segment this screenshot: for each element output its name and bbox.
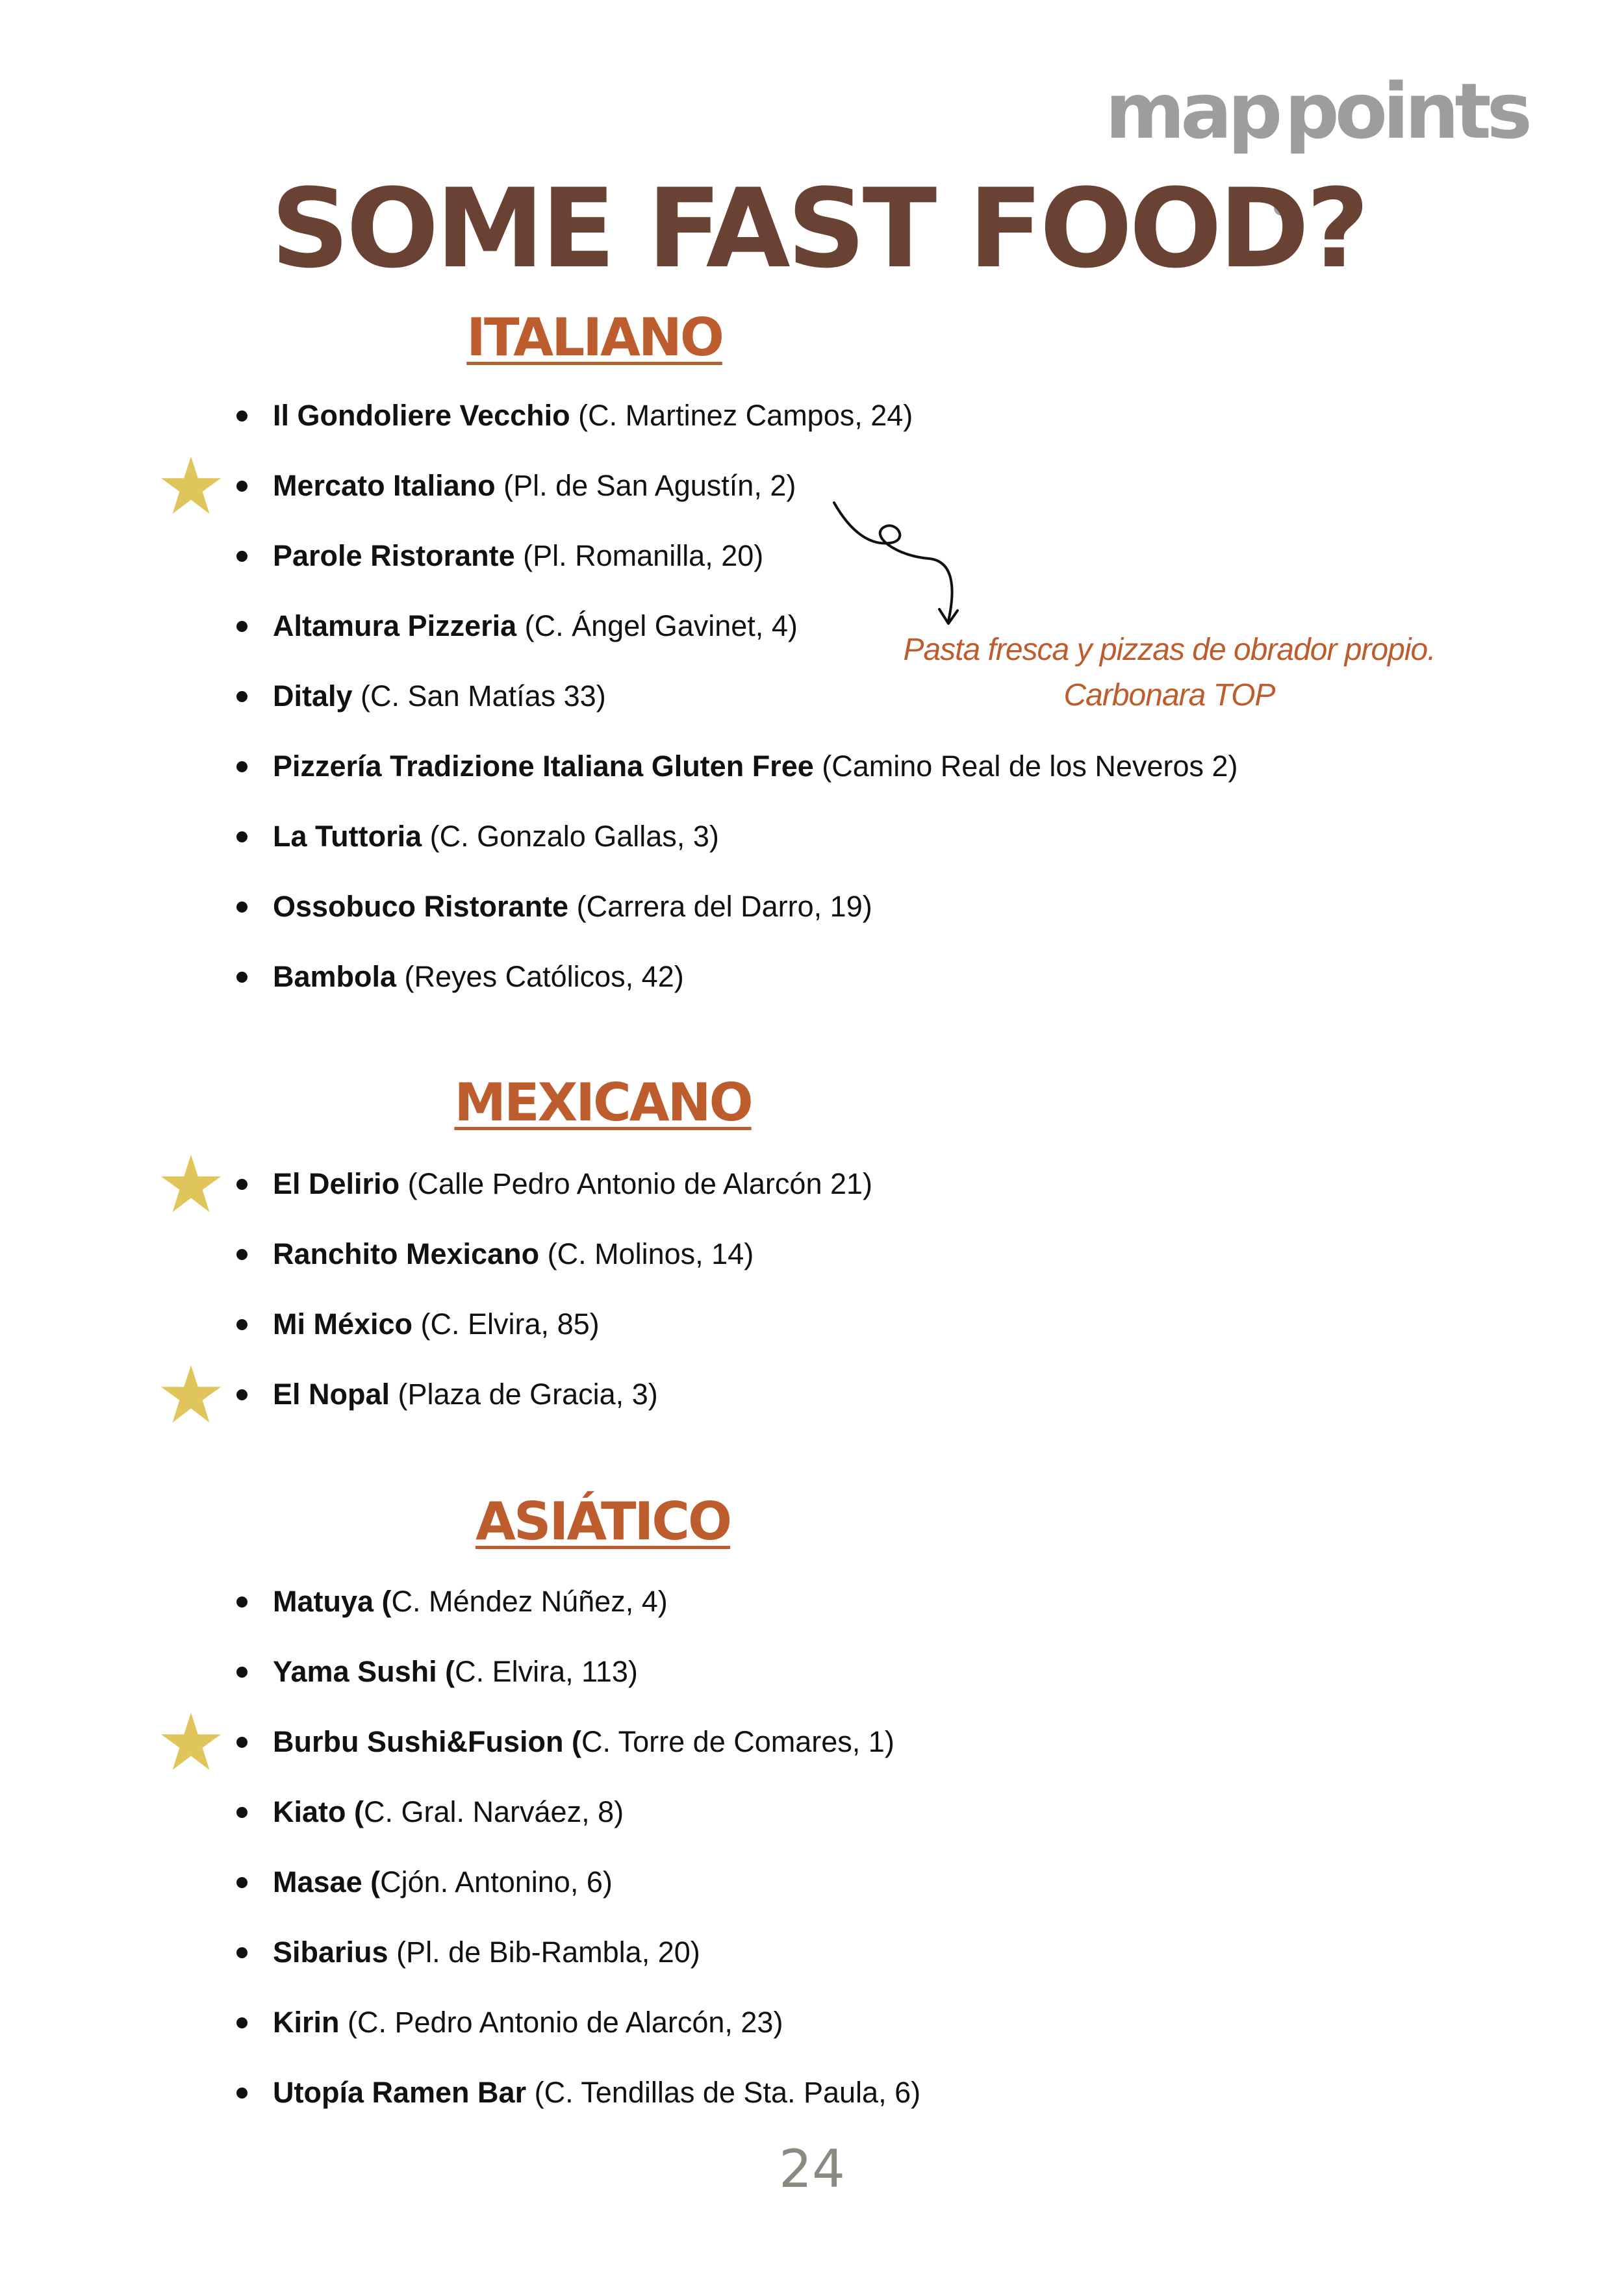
logo-right-text: points bbox=[1284, 66, 1528, 156]
list-item bbox=[0, 1793, 1494, 1832]
restaurant-name: Kirin bbox=[273, 2006, 340, 2039]
restaurant-address: (C. San Matías 33) bbox=[352, 679, 606, 713]
restaurant-address: (C. Elvira, 85) bbox=[412, 1307, 600, 1341]
bullet-icon bbox=[236, 1737, 247, 1748]
list-item-text bbox=[273, 2003, 783, 2042]
list-item bbox=[0, 887, 1494, 926]
bullet-icon bbox=[236, 1319, 247, 1330]
restaurant-address: (Pl. de San Agustín, 2) bbox=[495, 469, 796, 502]
bullet-icon bbox=[236, 972, 247, 983]
list-item bbox=[0, 1375, 1494, 1414]
restaurant-name: El Nopal bbox=[273, 1378, 390, 1411]
bullet-icon bbox=[236, 2088, 247, 2099]
restaurant-name: El Delirio bbox=[273, 1167, 400, 1200]
list-item-text bbox=[273, 2073, 920, 2112]
list-item bbox=[0, 1863, 1494, 1902]
star-icon bbox=[159, 1710, 223, 1774]
bullet-icon bbox=[236, 481, 247, 492]
star-icon bbox=[159, 1152, 223, 1216]
bullet-icon bbox=[236, 831, 247, 842]
list-item-text bbox=[273, 1793, 624, 1832]
bullet-icon bbox=[236, 621, 247, 632]
list-item bbox=[0, 1933, 1494, 1972]
page-title: SOME FAST FOOD? bbox=[270, 165, 1367, 292]
restaurant-name: Ranchito Mexicano bbox=[273, 1237, 540, 1270]
list-item-text bbox=[273, 1582, 668, 1621]
bullet-icon bbox=[236, 1947, 247, 1958]
restaurant-address: (C. Pedro Antonio de Alarcón, 23) bbox=[339, 2006, 783, 2039]
restaurant-address: (C. Molinos, 14) bbox=[539, 1237, 754, 1270]
star-icon bbox=[159, 1363, 223, 1426]
bullet-icon bbox=[236, 1179, 247, 1190]
list-item bbox=[0, 2003, 1494, 2042]
bullet-icon bbox=[236, 1877, 247, 1888]
bullet-icon bbox=[236, 1389, 247, 1400]
list-item bbox=[0, 1165, 1494, 1204]
list-item bbox=[0, 466, 1494, 505]
restaurant-name: Sibarius bbox=[273, 1936, 388, 1969]
restaurant-name: Utopía Ramen Bar bbox=[273, 2076, 527, 2109]
star-icon bbox=[159, 454, 223, 518]
restaurant-name: Mercato Italiano bbox=[273, 469, 496, 502]
restaurant-name: Yama Sushi ( bbox=[273, 1655, 455, 1688]
bullet-icon bbox=[236, 1667, 247, 1678]
list-item-text bbox=[273, 607, 798, 646]
list-item-text bbox=[273, 396, 913, 435]
restaurant-address: (Pl. de Bib-Rambla, 20) bbox=[388, 1936, 700, 1969]
bullet-icon bbox=[236, 2017, 247, 2028]
page-number: 24 bbox=[779, 2139, 845, 2199]
list-item-text bbox=[273, 747, 1238, 786]
restaurant-name: La Tuttoria bbox=[273, 820, 422, 853]
list-item bbox=[0, 396, 1494, 435]
list-item bbox=[0, 1722, 1494, 1761]
list-item-text bbox=[273, 1165, 872, 1204]
list-item bbox=[0, 747, 1494, 786]
bullet-icon bbox=[236, 410, 247, 422]
list-item bbox=[0, 1235, 1494, 1274]
bullet-icon bbox=[236, 551, 247, 562]
list-item-text bbox=[273, 536, 763, 575]
restaurant-address: (Carrera del Darro, 19) bbox=[568, 890, 872, 923]
list-item bbox=[0, 957, 1494, 996]
list-item bbox=[0, 1652, 1494, 1691]
list-item-text bbox=[273, 1863, 613, 1902]
section-heading-mexicano: MEXICANO bbox=[454, 1072, 752, 1133]
list-item-text bbox=[273, 1652, 638, 1691]
restaurant-address: (C. Gonzalo Gallas, 3) bbox=[422, 820, 719, 853]
list-item-text bbox=[273, 957, 684, 996]
restaurant-address: Cjón. Antonino, 6) bbox=[380, 1865, 613, 1899]
restaurant-address: (C. Ángel Gavinet, 4) bbox=[516, 609, 798, 642]
restaurant-address: C. Méndez Núñez, 4) bbox=[391, 1585, 668, 1618]
list-item bbox=[0, 1305, 1494, 1344]
bullet-icon bbox=[236, 1596, 247, 1608]
list-item-text bbox=[273, 1235, 754, 1274]
curved-arrow-icon bbox=[825, 494, 981, 630]
list-item-text bbox=[273, 887, 872, 926]
annotation-line-1: Pasta fresca y pizzas de obrador propio. bbox=[903, 633, 1436, 667]
restaurant-address: (Plaza de Gracia, 3) bbox=[390, 1378, 658, 1411]
restaurant-name: Parole Ristorante bbox=[273, 539, 515, 572]
restaurant-name: Bambola bbox=[273, 960, 397, 993]
restaurant-address: (Calle Pedro Antonio de Alarcón 21) bbox=[400, 1167, 873, 1200]
list-item-text bbox=[273, 1933, 700, 1972]
bullet-icon bbox=[236, 691, 247, 702]
restaurant-address: (Reyes Católicos, 42) bbox=[396, 960, 684, 993]
restaurant-address: (C. Tendillas de Sta. Paula, 6) bbox=[526, 2076, 921, 2109]
restaurant-name: Ditaly bbox=[273, 679, 353, 713]
list-item-text bbox=[273, 466, 796, 505]
restaurant-name: Burbu Sushi&Fusion ( bbox=[273, 1725, 581, 1758]
list-item bbox=[0, 817, 1494, 856]
annotation-note bbox=[844, 627, 1494, 718]
section-heading-asiatico: ASIÁTICO bbox=[475, 1491, 731, 1552]
logo-left-text: map bbox=[1105, 66, 1278, 156]
restaurant-name: Kiato ( bbox=[273, 1795, 364, 1828]
restaurant-address: (Camino Real de los Neveros 2) bbox=[813, 750, 1238, 783]
list-item-text bbox=[273, 1375, 658, 1414]
list-item-text bbox=[273, 817, 719, 856]
annotation-line-2: Carbonara TOP bbox=[1063, 678, 1275, 713]
restaurant-name: Altamura Pizzeria bbox=[273, 609, 517, 642]
bullet-icon bbox=[236, 761, 247, 772]
restaurant-address: (Pl. Romanilla, 20) bbox=[514, 539, 764, 572]
list-item-text bbox=[273, 1722, 894, 1761]
section-heading-italiano: ITALIANO bbox=[466, 307, 722, 368]
restaurant-name: Il Gondoliere Vecchio bbox=[273, 399, 570, 432]
restaurant-name: Ossobuco Ristorante bbox=[273, 890, 569, 923]
list-item bbox=[0, 1582, 1494, 1621]
restaurant-address: C. Torre de Comares, 1) bbox=[581, 1725, 894, 1758]
restaurant-address: C. Elvira, 113) bbox=[455, 1655, 638, 1688]
restaurant-address: (C. Martinez Campos, 24) bbox=[570, 399, 913, 432]
brand-logo bbox=[1105, 66, 1528, 156]
bullet-icon bbox=[236, 902, 247, 913]
list-item bbox=[0, 536, 1494, 575]
restaurant-name: Matuya ( bbox=[273, 1585, 392, 1618]
list-item bbox=[0, 2073, 1494, 2112]
restaurant-name: Masae ( bbox=[273, 1865, 381, 1899]
bullet-icon bbox=[236, 1249, 247, 1260]
restaurant-name: Pizzería Tradizione Italiana Gluten Free bbox=[273, 750, 814, 783]
list-item-text bbox=[273, 677, 606, 716]
restaurant-address: C. Gral. Narváez, 8) bbox=[364, 1795, 624, 1828]
bullet-icon bbox=[236, 1807, 247, 1818]
list-item-text bbox=[273, 1305, 600, 1344]
restaurant-name: Mi México bbox=[273, 1307, 413, 1341]
